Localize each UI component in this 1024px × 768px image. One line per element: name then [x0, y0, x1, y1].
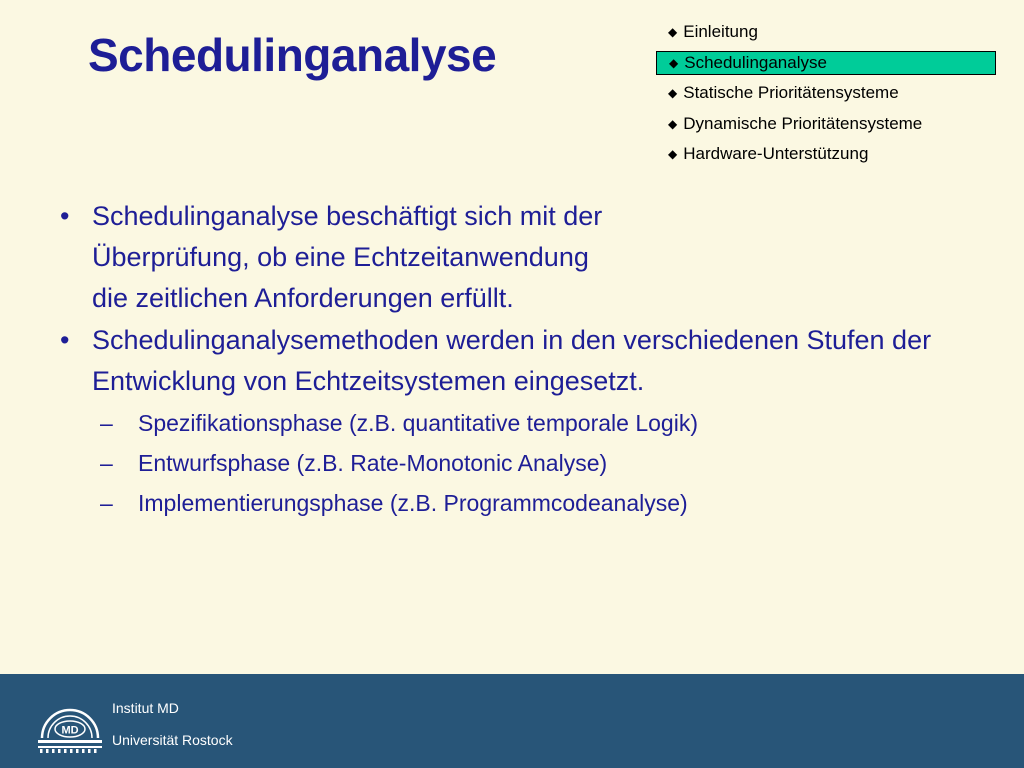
sub-bullet-text: Spezifikationsphase (z.B. quantitative temporale Logik)	[138, 410, 698, 436]
slide-title: Schedulinganalyse	[88, 29, 497, 81]
bullet-text: Schedulinganalysemethoden werden in den verschiedenen Stufen der Entwicklung von Echtzeitsystemen eingesetzt.	[92, 325, 932, 396]
slide-content	[60, 196, 960, 523]
footer-bar	[0, 674, 1024, 768]
institute-logo-icon	[36, 698, 104, 754]
nav-item-dynamische-prioritaetensysteme[interactable]	[656, 112, 996, 136]
dash-bullet-icon: –	[100, 410, 113, 436]
sub-bullet-item	[60, 483, 960, 523]
bullet-item	[60, 320, 960, 402]
sub-bullet-item	[60, 403, 960, 443]
diamond-bullet-icon: ◆	[669, 55, 679, 70]
nav-item-label: Statische Prioritätensysteme	[683, 83, 899, 103]
nav-item-hardware-unterstuetzung[interactable]	[656, 142, 996, 166]
bullet-text: Schedulinganalyse beschäftigt sich mit der Überprüfung, ob eine Echtzeitanwendung die zeitlichen Anforderungen erfüllt.	[92, 201, 603, 313]
footer-institution	[112, 700, 233, 764]
topic-navigation	[656, 20, 996, 173]
bullet-dot-icon: •	[60, 325, 70, 355]
diamond-bullet-icon: ◆	[668, 116, 678, 131]
sub-bullet-text: Implementierungsphase (z.B. Programmcodeanalyse)	[138, 490, 688, 516]
nav-item-label: Hardware-Unterstützung	[683, 144, 869, 164]
diamond-bullet-icon: ◆	[668, 25, 678, 39]
diamond-bullet-icon: ◆	[668, 86, 678, 101]
sub-bullet-text: Entwurfsphase (z.B. Rate-Monotonic Analyse)	[138, 450, 608, 476]
footer-institute-name: Institut MD	[112, 700, 179, 716]
sub-bullet-item	[60, 443, 960, 483]
bullet-item	[60, 196, 960, 319]
logo-lettering: MD	[61, 724, 79, 737]
nav-item-statische-prioritaetensysteme[interactable]	[656, 81, 996, 105]
diamond-bullet-icon: ◆	[668, 147, 678, 162]
dash-bullet-icon: –	[100, 490, 113, 516]
footer-university-name: Universität Rostock	[112, 732, 233, 748]
dash-bullet-icon: –	[100, 450, 113, 476]
nav-item-label: Schedulinganalyse	[684, 52, 827, 72]
bullet-dot-icon: •	[60, 201, 70, 231]
nav-item-einleitung[interactable]	[656, 20, 996, 44]
nav-item-label: Dynamische Prioritätensysteme	[683, 113, 923, 133]
nav-item-schedulinganalyse[interactable]	[656, 51, 996, 75]
nav-item-label: Einleitung	[683, 22, 758, 41]
